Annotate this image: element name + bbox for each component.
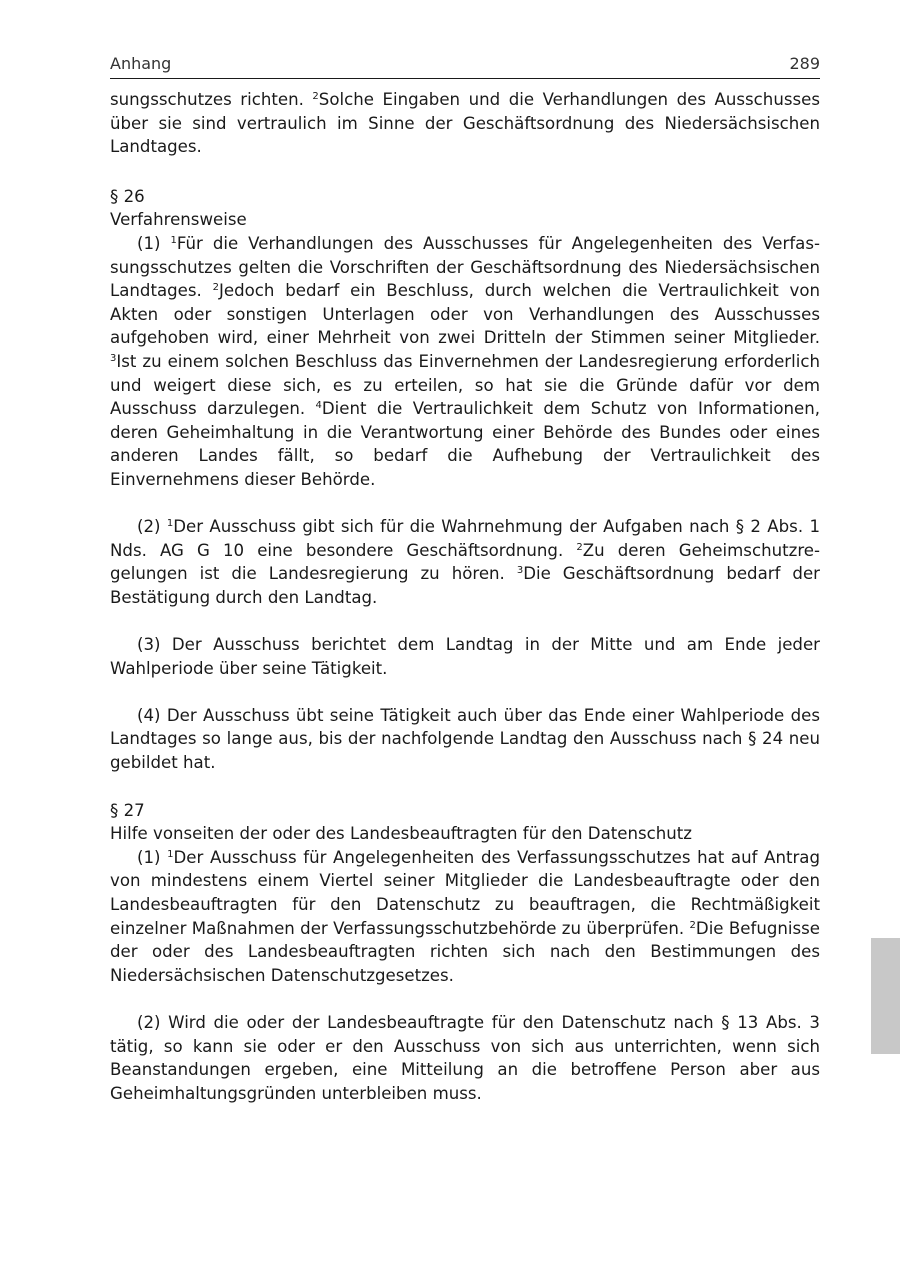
section-26-paragraph-1 bbox=[110, 232, 820, 492]
sentence-number: 4 bbox=[315, 400, 322, 412]
sentence-number: 3 bbox=[516, 565, 524, 577]
sentence-number: 2 bbox=[312, 91, 319, 102]
section-27-paragraph-2: (2) Wird die oder der Landesbeauftragte für den Datenschutz nach § 13 Abs. 3 tätig, so kann sie oder er den Ausschuss von sich aus unterrichten, wenn sich Beanstandungen ergeben, eine Mitteilung an die betroffene Person aber aus Geheimhaltungsgründen unterbleiben muss. bbox=[110, 1012, 820, 1103]
section-26-number: § 26 bbox=[110, 186, 145, 206]
intro-paragraph bbox=[110, 88, 820, 159]
section-26-title: Verfahrensweise bbox=[110, 210, 247, 230]
sentence-number: 2 bbox=[576, 541, 583, 553]
chapter-thumb-tab bbox=[871, 938, 900, 1054]
header-section-title: Anhang bbox=[110, 54, 172, 73]
sentence-text: Der Ausschuss für Angelegenheiten des Verfassungsschutzes hat auf Antrag von mindestens einem Viertel seiner Mitglieder die Landesbeauftragte oder den Landesbeauftragten für den Datenschutz zu beauftragen, die Rechtmäßigkeit einzelner Maßnahmen der Verfassungsschutzbehörde zu überprüfen. bbox=[110, 847, 820, 938]
section-27-number: § 27 bbox=[110, 800, 145, 820]
section-26-paragraph-3: (3) Der Ausschuss berichtet dem Landtag in der Mitte und am Ende jeder Wahlperiode über seine Tätigkeit. bbox=[110, 635, 820, 678]
section-27-title: Hilfe vonseiten der oder des Landesbeauftragten für den Datenschutz bbox=[110, 824, 692, 844]
sentence-text: Die Geschäftsordnung bedarf der Bestätigung durch den Landtag. bbox=[110, 564, 820, 607]
paragraph-lead: (1) bbox=[137, 847, 168, 867]
sentence-text: Für die Verhandlungen des Ausschusses für Angelegenheiten des Verfassungsschutzes gelten die Vorschriften der Geschäftsordnung des Niedersächsischen Landtages. bbox=[110, 233, 820, 301]
page-number: 289 bbox=[789, 54, 820, 73]
running-header bbox=[110, 52, 820, 79]
sentence-text: Ist zu einem solchen Beschluss das Einvernehmen der Landesregierung erforderlich und weigert diese sich, es zu erteilen, so hat sie die Gründe dafür vor dem Ausschuss darzulegen. bbox=[110, 351, 820, 419]
paragraph-lead: (1) bbox=[137, 233, 171, 253]
intro-text-2: Solche Eingaben und die Verhandlungen des Ausschusses über sie sind vertraulich im Sinne der Geschäftsordnung des Niedersächsischen Landtages. bbox=[110, 90, 820, 157]
sentence-text: Der Ausschuss gibt sich für die Wahrnehmung der Aufgaben nach § 2 Abs. 1 Nds. AG G 10 eine besondere Geschäftsordnung. bbox=[110, 517, 821, 560]
sentence-number: 2 bbox=[212, 282, 219, 294]
section-26-paragraph-2 bbox=[110, 515, 820, 609]
paragraph-lead: (2) bbox=[137, 517, 167, 537]
section-27-paragraph-1 bbox=[110, 846, 820, 988]
sentence-number: 1 bbox=[167, 848, 174, 860]
sentence-number: 1 bbox=[166, 518, 174, 530]
sentence-text: Zu deren Geheimschutzregelungen ist die Landesregierung zu hören. bbox=[110, 540, 820, 584]
sentence-text: Dient die Vertraulichkeit dem Schutz von Informationen, deren Geheimhaltung in die Verantwortung einer Behörde des Bundes oder eines anderen Landes fällt, so bedarf die Aufhebung der Vertraulichkeit des Einvernehmens dieser Behörde. bbox=[110, 399, 820, 489]
sentence-number: 2 bbox=[689, 919, 696, 931]
sentence-number: 3 bbox=[110, 352, 117, 364]
sentence-text: Die Befugnisse der oder des Landesbeauftragten richten sich nach den Bestimmungen des Niedersächsischen Datenschutzgesetzes. bbox=[110, 918, 820, 985]
intro-text-1: sungsschutzes richten. bbox=[110, 90, 313, 109]
page-body bbox=[110, 88, 820, 1105]
sentence-number: 1 bbox=[170, 234, 177, 246]
section-26-paragraph-4: (4) Der Ausschuss übt seine Tätigkeit auch über das Ende einer Wahlperiode des Landtages so lange aus, bis der nachfolgende Landtag den Ausschuss nach § 24 neu gebildet hat. bbox=[110, 705, 820, 773]
sentence-text: Jedoch bedarf ein Beschluss, durch welchen die Vertraulichkeit von Akten oder sonstigen Unterlagen oder von Verhandlungen des Ausschusses aufgehoben wird, einer Mehrheit von zwei Dritteln der Stimmen seiner Mitglieder. bbox=[110, 281, 821, 348]
